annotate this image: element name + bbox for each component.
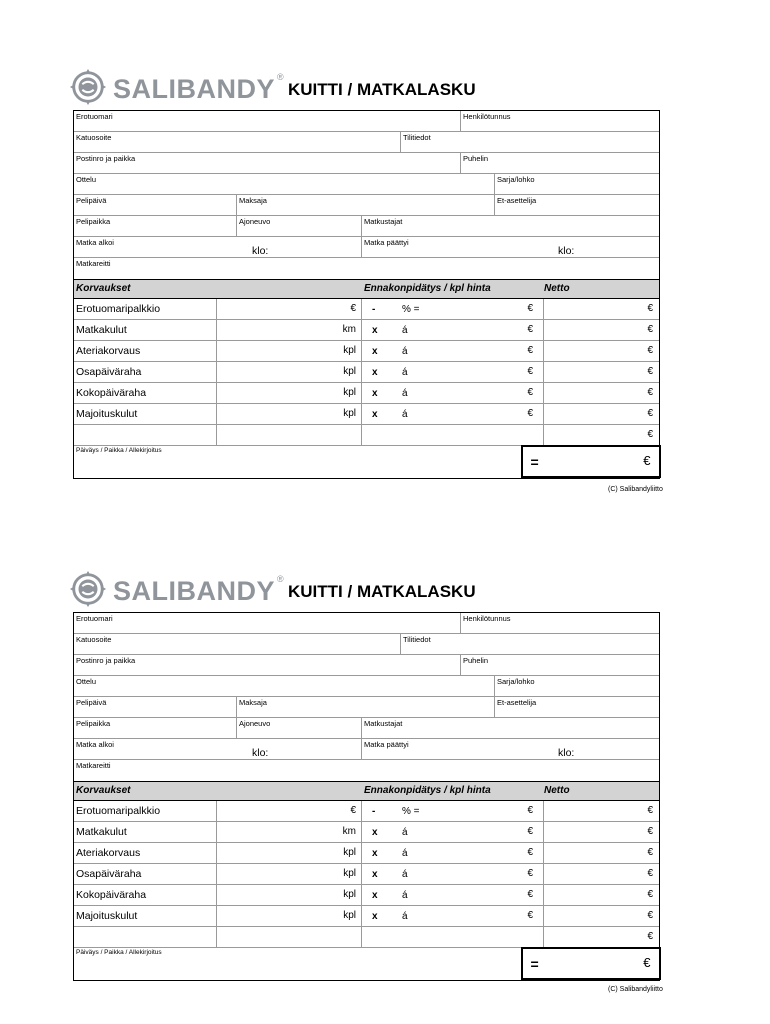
row-label: Majoituskulut — [76, 910, 138, 922]
salibandy-emblem-icon — [69, 570, 107, 613]
row-pelipaiva — [74, 195, 659, 216]
empty-unit-cell[interactable] — [216, 425, 361, 445]
field-label: Pelipäivä — [76, 196, 107, 205]
field-matka-alkoi[interactable] — [74, 237, 361, 257]
table-row — [74, 320, 659, 341]
row-rate-cell[interactable] — [361, 320, 543, 340]
euro-sign: € — [647, 889, 653, 900]
field-henkilotunnus[interactable] — [460, 111, 659, 131]
table-row — [74, 906, 659, 927]
field-label: Maksaja — [239, 196, 267, 205]
field-label: Pelipaikka — [76, 719, 111, 728]
table-rows — [74, 299, 659, 425]
row-amount-cell[interactable] — [216, 299, 361, 319]
euro-sign: € — [647, 345, 653, 356]
empty-mid-cell[interactable] — [361, 425, 543, 445]
row-amount-cell[interactable] — [216, 822, 361, 842]
field-matkustajat[interactable] — [361, 718, 659, 738]
row-operator: x — [372, 827, 378, 838]
document-title: KUITTI / MATKALASKU — [288, 80, 476, 99]
field-label: Sarja/lohko — [497, 175, 535, 184]
row-rate-symbol: á — [402, 388, 408, 399]
field-matka-paattyi[interactable] — [361, 739, 659, 759]
field-label: Et-asettelija — [497, 196, 537, 205]
row-netto-cell[interactable] — [543, 864, 659, 884]
signature-row — [74, 446, 659, 478]
row-label: Erotuomaripalkkio — [76, 805, 161, 817]
euro-sign: € — [647, 805, 653, 816]
field-label: Matkustajat — [364, 719, 403, 728]
row-rate-cell[interactable] — [361, 885, 543, 905]
row-operator: - — [372, 304, 376, 315]
empty-netto-cell[interactable] — [543, 425, 659, 445]
total-box[interactable] — [521, 445, 661, 478]
field-label: Henkilötunnus — [463, 112, 511, 121]
equals-sign: = — [530, 956, 539, 972]
euro-sign: € — [527, 303, 533, 314]
row-amount-cell[interactable] — [216, 320, 361, 340]
row-rate-cell[interactable] — [361, 404, 543, 424]
row-label-cell — [74, 404, 216, 424]
table-row — [74, 404, 659, 425]
euro-sign: € — [527, 408, 533, 419]
empty-label-cell — [74, 425, 216, 445]
field-label: Matka päättyi — [364, 238, 409, 247]
row-rate-symbol: á — [402, 848, 408, 859]
row-matka — [74, 739, 659, 760]
row-matkareitti — [74, 760, 659, 781]
field-sarja[interactable] — [494, 174, 659, 194]
row-label-cell — [74, 906, 216, 926]
registered-mark: ® — [277, 574, 284, 584]
field-label: Tilitiedot — [403, 133, 431, 142]
row-amount-cell[interactable] — [216, 362, 361, 382]
row-label-cell — [74, 362, 216, 382]
field-label: Ottelu — [76, 175, 97, 184]
document-title: KUITTI / MATKALASKU — [288, 582, 476, 601]
row-label: Majoituskulut — [76, 408, 138, 420]
field-label: Matka alkoi — [76, 740, 114, 749]
row-unit: kpl — [343, 868, 356, 879]
row-label: Kokopäiväraha — [76, 387, 147, 399]
registered-mark: ® — [277, 72, 284, 82]
empty-unit-cell[interactable] — [216, 927, 361, 947]
field-maksaja[interactable] — [236, 697, 494, 717]
row-pelipaikka — [74, 718, 659, 739]
field-erotuomari[interactable] — [74, 111, 460, 131]
field-erotuomari[interactable] — [74, 613, 460, 633]
row-label-cell — [74, 843, 216, 863]
euro-sign: € — [647, 408, 653, 419]
field-label: Henkilötunnus — [463, 614, 511, 623]
euro-sign: € — [647, 303, 653, 314]
row-unit: kpl — [343, 366, 356, 377]
table-header — [74, 781, 659, 801]
empty-mid-cell[interactable] — [361, 927, 543, 947]
row-netto-cell[interactable] — [543, 404, 659, 424]
row-operator: x — [372, 869, 378, 880]
header-netto: Netto — [544, 283, 570, 294]
table-row — [74, 885, 659, 906]
row-rate-cell[interactable] — [361, 299, 543, 319]
row-erotuomari — [74, 613, 659, 634]
row-operator: x — [372, 848, 378, 859]
row-label-cell — [74, 801, 216, 821]
row-pelipaiva — [74, 697, 659, 718]
euro-sign: € — [647, 931, 653, 942]
field-etasettelija[interactable] — [494, 697, 659, 717]
row-ottelu — [74, 174, 659, 195]
row-netto-cell[interactable] — [543, 341, 659, 361]
euro-sign: € — [647, 366, 653, 377]
row-unit: € — [350, 805, 356, 816]
row-rate-symbol: á — [402, 827, 408, 838]
row-amount-cell[interactable] — [216, 801, 361, 821]
row-label-cell — [74, 341, 216, 361]
field-tilitiedot[interactable] — [400, 634, 659, 654]
row-operator: x — [372, 367, 378, 378]
row-unit: € — [350, 303, 356, 314]
row-amount-cell[interactable] — [216, 404, 361, 424]
field-label: Katuosoite — [76, 635, 112, 644]
row-label-cell — [74, 864, 216, 884]
row-katuosoite — [74, 634, 659, 655]
row-unit: kpl — [343, 387, 356, 398]
header-ennakonpidatys: Ennakonpidätys / kpl hinta — [364, 785, 491, 796]
row-amount-cell[interactable] — [216, 341, 361, 361]
euro-sign: € — [527, 847, 533, 858]
row-operator: x — [372, 409, 378, 420]
receipt-form — [73, 110, 660, 479]
table-row — [74, 843, 659, 864]
receipt-form-2 — [0, 502, 770, 1012]
field-matka-alkoi[interactable] — [74, 739, 361, 759]
row-amount-cell[interactable] — [216, 383, 361, 403]
row-netto-cell[interactable] — [543, 843, 659, 863]
field-ajoneuvo[interactable] — [236, 216, 361, 236]
row-label-cell — [74, 885, 216, 905]
field-label: Pelipäivä — [76, 698, 107, 707]
row-erotuomari — [74, 111, 659, 132]
row-netto-cell[interactable] — [543, 383, 659, 403]
row-unit: kpl — [343, 345, 356, 356]
table-rows — [74, 801, 659, 927]
row-ottelu — [74, 676, 659, 697]
row-pelipaikka — [74, 216, 659, 237]
field-matka-paattyi[interactable] — [361, 237, 659, 257]
row-rate-symbol: á — [402, 890, 408, 901]
row-rate-cell[interactable] — [361, 341, 543, 361]
total-box[interactable] — [521, 947, 661, 980]
row-label: Ateriakorvaus — [76, 345, 141, 357]
table-row — [74, 801, 659, 822]
row-label: Erotuomaripalkkio — [76, 303, 161, 315]
table-row — [74, 341, 659, 362]
row-operator: x — [372, 911, 378, 922]
table-row — [74, 864, 659, 885]
euro-sign: € — [647, 910, 653, 921]
row-netto-cell[interactable] — [543, 885, 659, 905]
row-netto-cell[interactable] — [543, 906, 659, 926]
logo-text: SALIBANDY — [113, 73, 276, 104]
field-label: Ajoneuvo — [239, 719, 271, 728]
euro-sign: € — [643, 453, 651, 468]
field-label: Matka alkoi — [76, 238, 114, 247]
row-label-cell — [74, 822, 216, 842]
euro-sign: € — [647, 868, 653, 879]
signature-label: Päiväys / Paikka / Allekirjoitus — [76, 447, 162, 454]
row-unit: kpl — [343, 408, 356, 419]
field-postinro[interactable] — [74, 655, 460, 675]
field-katuosoite[interactable] — [74, 132, 400, 152]
field-pelipaikka[interactable] — [74, 718, 236, 738]
row-rate-cell[interactable] — [361, 822, 543, 842]
euro-sign: € — [643, 955, 651, 970]
row-netto-cell[interactable] — [543, 320, 659, 340]
klo-label: klo: — [558, 747, 575, 759]
header-netto: Netto — [544, 785, 570, 796]
field-pelipaiva[interactable] — [74, 697, 236, 717]
field-label: Erotuomari — [76, 614, 113, 623]
field-postinro[interactable] — [74, 153, 460, 173]
field-ajoneuvo[interactable] — [236, 718, 361, 738]
euro-sign: € — [527, 889, 533, 900]
row-operator: x — [372, 346, 378, 357]
signature-field[interactable] — [74, 948, 520, 980]
table-row — [74, 362, 659, 383]
row-unit: kpl — [343, 910, 356, 921]
row-label: Matkakulut — [76, 324, 127, 336]
klo-label: klo: — [252, 747, 269, 759]
row-operator: x — [372, 325, 378, 336]
table-row — [74, 383, 659, 404]
field-label: Katuosoite — [76, 133, 112, 142]
field-puhelin[interactable] — [460, 153, 659, 173]
row-rate-symbol: % = — [402, 304, 420, 315]
equals-sign: = — [530, 454, 539, 470]
receipt-form — [73, 612, 660, 981]
row-rate-symbol: % = — [402, 806, 420, 817]
field-ottelu[interactable] — [74, 174, 494, 194]
klo-label: klo: — [252, 245, 269, 257]
field-label: Sarja/lohko — [497, 677, 535, 686]
row-rate-cell[interactable] — [361, 801, 543, 821]
row-rate-symbol: á — [402, 346, 408, 357]
row-label-cell — [74, 383, 216, 403]
header-ennakonpidatys: Ennakonpidätys / kpl hinta — [364, 283, 491, 294]
euro-sign: € — [647, 387, 653, 398]
row-netto-cell[interactable] — [543, 362, 659, 382]
field-label: Matka päättyi — [364, 740, 409, 749]
field-label: Ottelu — [76, 677, 97, 686]
signature-field[interactable] — [74, 446, 520, 478]
row-amount-cell[interactable] — [216, 885, 361, 905]
row-label-cell — [74, 320, 216, 340]
row-rate-symbol: á — [402, 367, 408, 378]
row-rate-cell[interactable] — [361, 362, 543, 382]
row-operator: x — [372, 890, 378, 901]
row-unit: kpl — [343, 889, 356, 900]
salibandy-emblem-icon — [69, 68, 107, 111]
row-label: Ateriakorvaus — [76, 847, 141, 859]
euro-sign: € — [647, 847, 653, 858]
row-rate-cell[interactable] — [361, 383, 543, 403]
row-matkareitti — [74, 258, 659, 279]
field-label: Postinro ja paikka — [76, 656, 136, 665]
empty-netto-cell[interactable] — [543, 927, 659, 947]
row-rate-symbol: á — [402, 911, 408, 922]
row-netto-cell[interactable] — [543, 299, 659, 319]
empty-label-cell — [74, 927, 216, 947]
row-rate-cell[interactable] — [361, 906, 543, 926]
field-label: Postinro ja paikka — [76, 154, 136, 163]
field-tilitiedot[interactable] — [400, 132, 659, 152]
copyright: (C) Salibandyliitto — [608, 986, 663, 993]
euro-sign: € — [527, 345, 533, 356]
field-label: Pelipaikka — [76, 217, 111, 226]
row-amount-cell[interactable] — [216, 843, 361, 863]
field-etasettelija[interactable] — [494, 195, 659, 215]
field-label: Tilitiedot — [403, 635, 431, 644]
row-rate-symbol: á — [402, 869, 408, 880]
row-rate-cell[interactable] — [361, 843, 543, 863]
table-header — [74, 279, 659, 299]
signature-label: Päiväys / Paikka / Allekirjoitus — [76, 949, 162, 956]
row-label: Osapäiväraha — [76, 366, 142, 378]
row-label: Matkakulut — [76, 826, 127, 838]
euro-sign: € — [527, 387, 533, 398]
row-matka — [74, 237, 659, 258]
salibandy-logo — [69, 68, 284, 110]
header-korvaukset: Korvaukset — [76, 785, 131, 796]
row-label: Kokopäiväraha — [76, 889, 147, 901]
row-operator: - — [372, 806, 376, 817]
row-netto-cell[interactable] — [543, 801, 659, 821]
field-matkareitti[interactable] — [74, 258, 659, 279]
row-postinro — [74, 153, 659, 174]
field-puhelin[interactable] — [460, 655, 659, 675]
row-label-cell — [74, 299, 216, 319]
field-label: Maksaja — [239, 698, 267, 707]
euro-sign: € — [527, 910, 533, 921]
euro-sign: € — [527, 805, 533, 816]
field-katuosoite[interactable] — [74, 634, 400, 654]
receipt-form-1 — [0, 0, 770, 510]
row-rate-cell[interactable] — [361, 864, 543, 884]
euro-sign: € — [647, 324, 653, 335]
copyright: (C) Salibandyliitto — [608, 486, 663, 493]
klo-label: klo: — [558, 245, 575, 257]
field-matkareitti[interactable] — [74, 760, 659, 781]
row-netto-cell[interactable] — [543, 822, 659, 842]
header-korvaukset: Korvaukset — [76, 283, 131, 294]
row-unit: km — [342, 826, 356, 837]
row-rate-symbol: á — [402, 409, 408, 420]
row-amount-cell[interactable] — [216, 864, 361, 884]
field-label: Et-asettelija — [497, 698, 537, 707]
field-ottelu[interactable] — [74, 676, 494, 696]
field-matkustajat[interactable] — [361, 216, 659, 236]
euro-sign: € — [527, 826, 533, 837]
row-postinro — [74, 655, 659, 676]
row-rate-symbol: á — [402, 325, 408, 336]
field-label: Puhelin — [463, 656, 489, 665]
row-katuosoite — [74, 132, 659, 153]
row-unit: kpl — [343, 847, 356, 858]
table-row-empty — [74, 425, 659, 446]
field-pelipaiva[interactable] — [74, 195, 236, 215]
field-maksaja[interactable] — [236, 195, 494, 215]
field-label: Matkareitti — [76, 259, 111, 268]
row-label: Osapäiväraha — [76, 868, 142, 880]
row-operator: x — [372, 388, 378, 399]
euro-sign: € — [527, 324, 533, 335]
field-pelipaikka[interactable] — [74, 216, 236, 236]
field-label: Ajoneuvo — [239, 217, 271, 226]
euro-sign: € — [527, 868, 533, 879]
euro-sign: € — [527, 366, 533, 377]
field-label: Puhelin — [463, 154, 489, 163]
euro-sign: € — [647, 429, 653, 440]
field-label: Matkustajat — [364, 217, 403, 226]
field-sarja[interactable] — [494, 676, 659, 696]
row-unit: km — [342, 324, 356, 335]
table-row — [74, 299, 659, 320]
row-amount-cell[interactable] — [216, 906, 361, 926]
euro-sign: € — [647, 826, 653, 837]
salibandy-logo — [69, 570, 284, 612]
table-row — [74, 822, 659, 843]
field-henkilotunnus[interactable] — [460, 613, 659, 633]
table-row-empty — [74, 927, 659, 948]
logo-text: SALIBANDY — [113, 575, 276, 606]
field-label: Erotuomari — [76, 112, 113, 121]
field-label: Matkareitti — [76, 761, 111, 770]
signature-row — [74, 948, 659, 980]
